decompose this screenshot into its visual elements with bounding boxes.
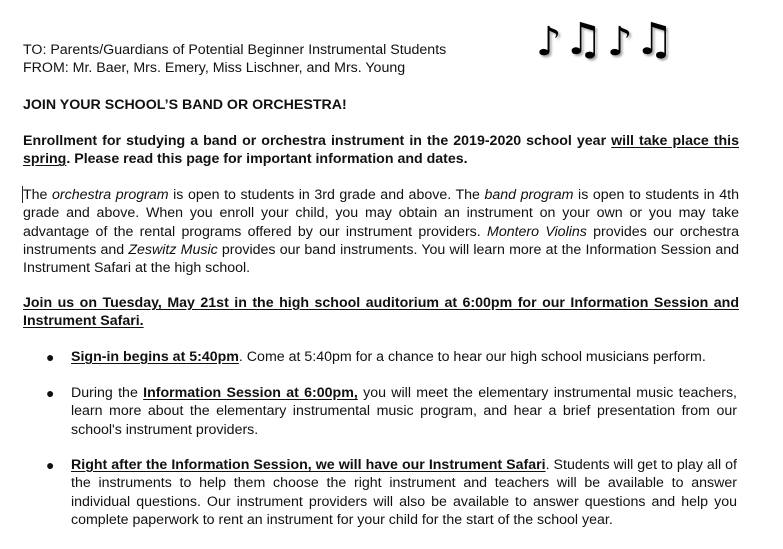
eighth-note-icon: ♪ [606, 19, 633, 65]
page-headline: JOIN YOUR SCHOOL’S BAND OR ORCHESTRA! [23, 97, 347, 113]
signin-item-text: Sign-in begins at 5:40pm. Come at 5:40pm for a chance to hear our high school musicians perform. [71, 349, 706, 365]
event-heading: Join us on Tuesday, May 21st in the high school auditorium at 6:00pm for our Information Session and Instrument Safari. [23, 295, 739, 330]
bullet-icon: ● [46, 385, 55, 401]
safari-item-text: Right after the Information Session, we will have our Instrument Safari. Students will get to play all of the instruments to help them choose the right instrument and teachers will be available to answer individual questions. Our instrument providers will also be available to answer questions and help you complete paperwork to rent an instrument for your child for the start of the school year. [71, 457, 737, 528]
bullet-icon: ● [46, 349, 55, 365]
text-cursor [22, 186, 23, 203]
montero-violins-name: Montero Violins [487, 223, 587, 240]
beamed-notes-icon: ♫ [634, 14, 674, 65]
zeswitz-music-name: Zeswitz Music [128, 241, 218, 258]
session-item-text: During the Information Session at 6:00pm, you will meet the elementary instrumental music teachers, learn more about the elementary instrumental music program, and hear a brief presentation from our school's instrument providers. [71, 385, 737, 438]
memo-from-line: FROM: Mr. Baer, Mrs. Emery, Miss Lischner, and Mrs. Young [23, 60, 406, 77]
band-program-term: band program [484, 187, 574, 203]
beamed-notes-icon: ♫ [563, 14, 603, 65]
programs-paragraph: The orchestra program is open to students in 3rd grade and above. The band program is open to students in 4th grade and above. When you enroll your child, you may obtain an instrument on your own or you may take advantage of the rental programs offered by our instrument providers. Montero Violins provides our orchestra instruments and Zeswitz Music provides our band instruments. You will learn more at the Information Session and Instrument Safari at the high school. [23, 187, 739, 277]
enrollment-notice: Enrollment for studying a band or orchestra instrument in the 2019-2020 school year will take place this spring. Please read this page for important information and dates. [23, 133, 739, 168]
enrollment-timing: will take place this spring [23, 133, 739, 168]
orchestra-program-term: orchestra program [52, 187, 169, 203]
memo-header [23, 41, 739, 78]
bullet-icon: ● [46, 457, 55, 473]
memo-to-line: TO: Parents/Guardians of Potential Beginner Instrumental Students [23, 42, 447, 58]
eighth-note-icon: ♪ [536, 19, 562, 65]
